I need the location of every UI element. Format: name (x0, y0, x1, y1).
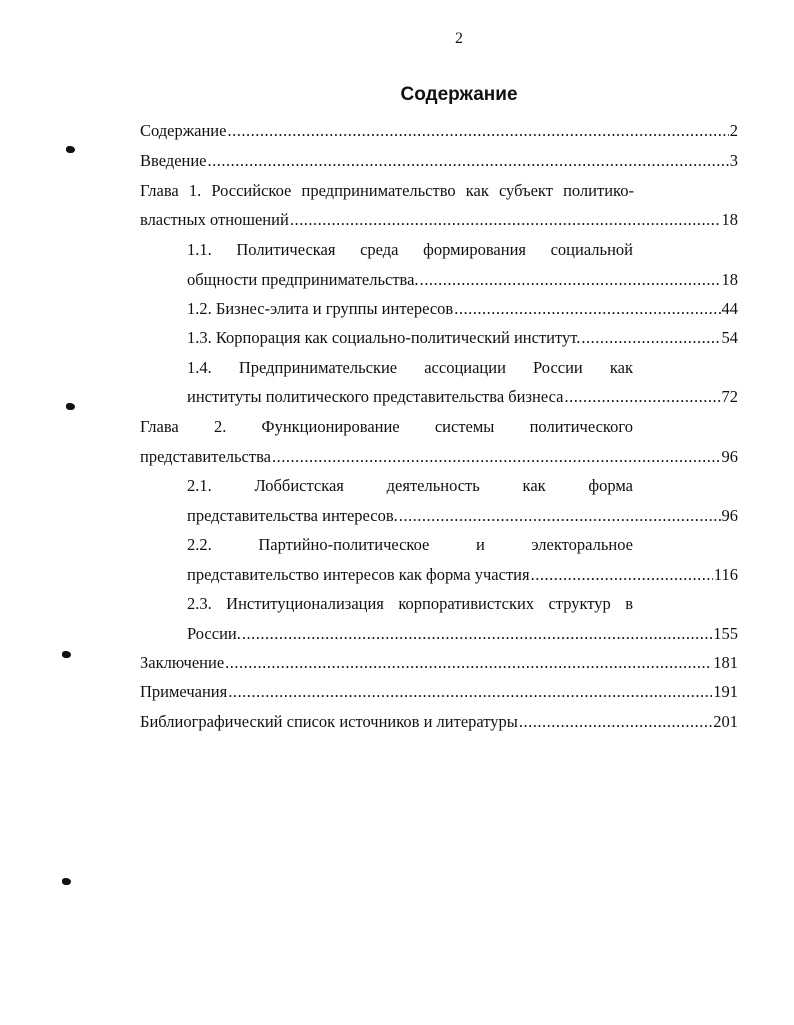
dot-leader (208, 150, 729, 172)
toc-entry-page: 181 (713, 653, 738, 672)
word: Глава (140, 181, 179, 200)
word: России (533, 358, 583, 377)
toc-section-2-1-line1[interactable] (187, 475, 633, 497)
dot-leader (564, 386, 720, 408)
toc-section-2-1-line2[interactable] (187, 505, 738, 527)
word: 1.4. (187, 358, 212, 377)
word: 1.1. (187, 240, 212, 259)
toc-entry-page: 155 (713, 624, 738, 643)
toc-section-1-1-line1[interactable] (187, 239, 633, 261)
toc-section-1-1-line2[interactable] (187, 269, 738, 291)
word: системы (434, 417, 495, 436)
word: формирования (423, 240, 526, 259)
toc-entry-page: 96 (721, 447, 738, 466)
toc-entry-label: Примечания (140, 682, 228, 701)
toc-entry-label: 1.2. Бизнес-элита и группы интересов (187, 299, 454, 318)
word: и (476, 535, 485, 554)
page-number: 2 (455, 30, 463, 47)
toc-entry-label: Заключение (140, 653, 225, 672)
toc-entry-label: представительства (140, 447, 271, 466)
toc-section-1-4-line1[interactable] (187, 357, 633, 379)
punch-hole-mark (66, 146, 75, 153)
word: 2.1. (187, 476, 212, 495)
punch-hole-mark (66, 403, 75, 410)
toc-entry-page: 96 (721, 506, 738, 525)
toc-entry-label: Введение (140, 151, 207, 170)
word: структур (548, 594, 611, 613)
punch-hole-mark (62, 651, 71, 658)
toc-entry-label: институты политического представительства бизнеса (187, 387, 564, 406)
dot-leader (531, 564, 713, 586)
dot-leader (242, 623, 712, 645)
toc-entry-page: 18 (721, 210, 738, 229)
word: Функционирование (261, 417, 400, 436)
word: социальной (550, 240, 633, 259)
word: Партийно-политическое (258, 535, 430, 554)
dot-leader (519, 711, 712, 733)
dot-leader (581, 327, 720, 349)
toc-entry-bibliography[interactable] (140, 711, 738, 733)
word: Политическая (236, 240, 336, 259)
toc-chapter2-line2[interactable] (140, 446, 738, 468)
toc-chapter1-line1[interactable] (140, 180, 634, 202)
dot-leader (454, 298, 720, 320)
toc-entry-page: 54 (721, 328, 738, 347)
word: как (609, 358, 633, 377)
dot-leader (225, 652, 712, 674)
toc-section-2-2-line1[interactable] (187, 534, 633, 556)
toc-entry-page: 18 (721, 270, 738, 289)
word: Институционализация (226, 594, 384, 613)
punch-hole-mark (62, 878, 71, 885)
toc-chapter1-line2[interactable] (140, 209, 738, 231)
toc-chapter2-line1[interactable] (140, 416, 633, 438)
toc-entry-page: 2 (729, 121, 738, 140)
word: как (465, 181, 489, 200)
word: электоральное (531, 535, 633, 554)
toc-entry-introduction[interactable] (140, 150, 738, 172)
toc-entry-label: 1.3. Корпорация как социально-политический институт. (187, 328, 581, 347)
word: 2. (213, 417, 227, 436)
dot-leader (420, 269, 721, 291)
toc-section-2-3-line1[interactable] (187, 593, 633, 615)
dot-leader (272, 446, 721, 468)
toc-section-1-4-line2[interactable] (187, 386, 738, 408)
word: 2.3. (187, 594, 212, 613)
word: Лоббистская (254, 476, 344, 495)
dot-leader (399, 505, 721, 527)
page-title: Содержание (400, 84, 518, 105)
word: корпоративистских (398, 594, 535, 613)
word: Предпринимательские (238, 358, 398, 377)
toc-section-2-3-line2[interactable] (187, 623, 738, 645)
toc-entry-conclusion[interactable] (140, 652, 738, 674)
toc-entry-contents[interactable] (140, 120, 738, 142)
toc-section-2-2-line2[interactable] (187, 564, 738, 586)
toc-entry-label: властных отношений (140, 210, 289, 229)
word: Глава (140, 417, 179, 436)
word: среда (360, 240, 399, 259)
toc-entry-page: 72 (721, 387, 738, 406)
dot-leader (228, 681, 712, 703)
word: политического (529, 417, 633, 436)
toc-entry-label: Содержание (140, 121, 227, 140)
toc-section-1-3[interactable] (187, 327, 738, 349)
dot-leader (290, 209, 721, 231)
toc-entry-notes[interactable] (140, 681, 738, 703)
toc-entry-label: Библиографический список источников и литературы (140, 712, 518, 731)
word: политико- (563, 181, 634, 200)
toc-entry-page: 44 (721, 299, 738, 318)
word: ассоциации (424, 358, 506, 377)
word: предпринимательство (301, 181, 456, 200)
word: 2.2. (187, 535, 212, 554)
toc-entry-label: представительства интересов. (187, 506, 398, 525)
word: субъект (498, 181, 553, 200)
word: как (522, 476, 546, 495)
toc-entry-page: 3 (729, 151, 738, 170)
dot-leader (227, 120, 728, 142)
toc-entry-page: 116 (713, 565, 738, 584)
toc-entry-label: представительство интересов как форма участия (187, 565, 530, 584)
word: Российское (211, 181, 292, 200)
toc-entry-label: общности предпринимательства. (187, 270, 419, 289)
word: 1. (188, 181, 202, 200)
word: в (625, 594, 633, 613)
toc-entry-page: 201 (713, 712, 738, 731)
toc-entry-label: России. (187, 624, 241, 643)
word: форма (588, 476, 633, 495)
word: деятельность (386, 476, 480, 495)
toc-section-1-2[interactable] (187, 298, 738, 320)
toc-entry-page: 191 (713, 682, 738, 701)
